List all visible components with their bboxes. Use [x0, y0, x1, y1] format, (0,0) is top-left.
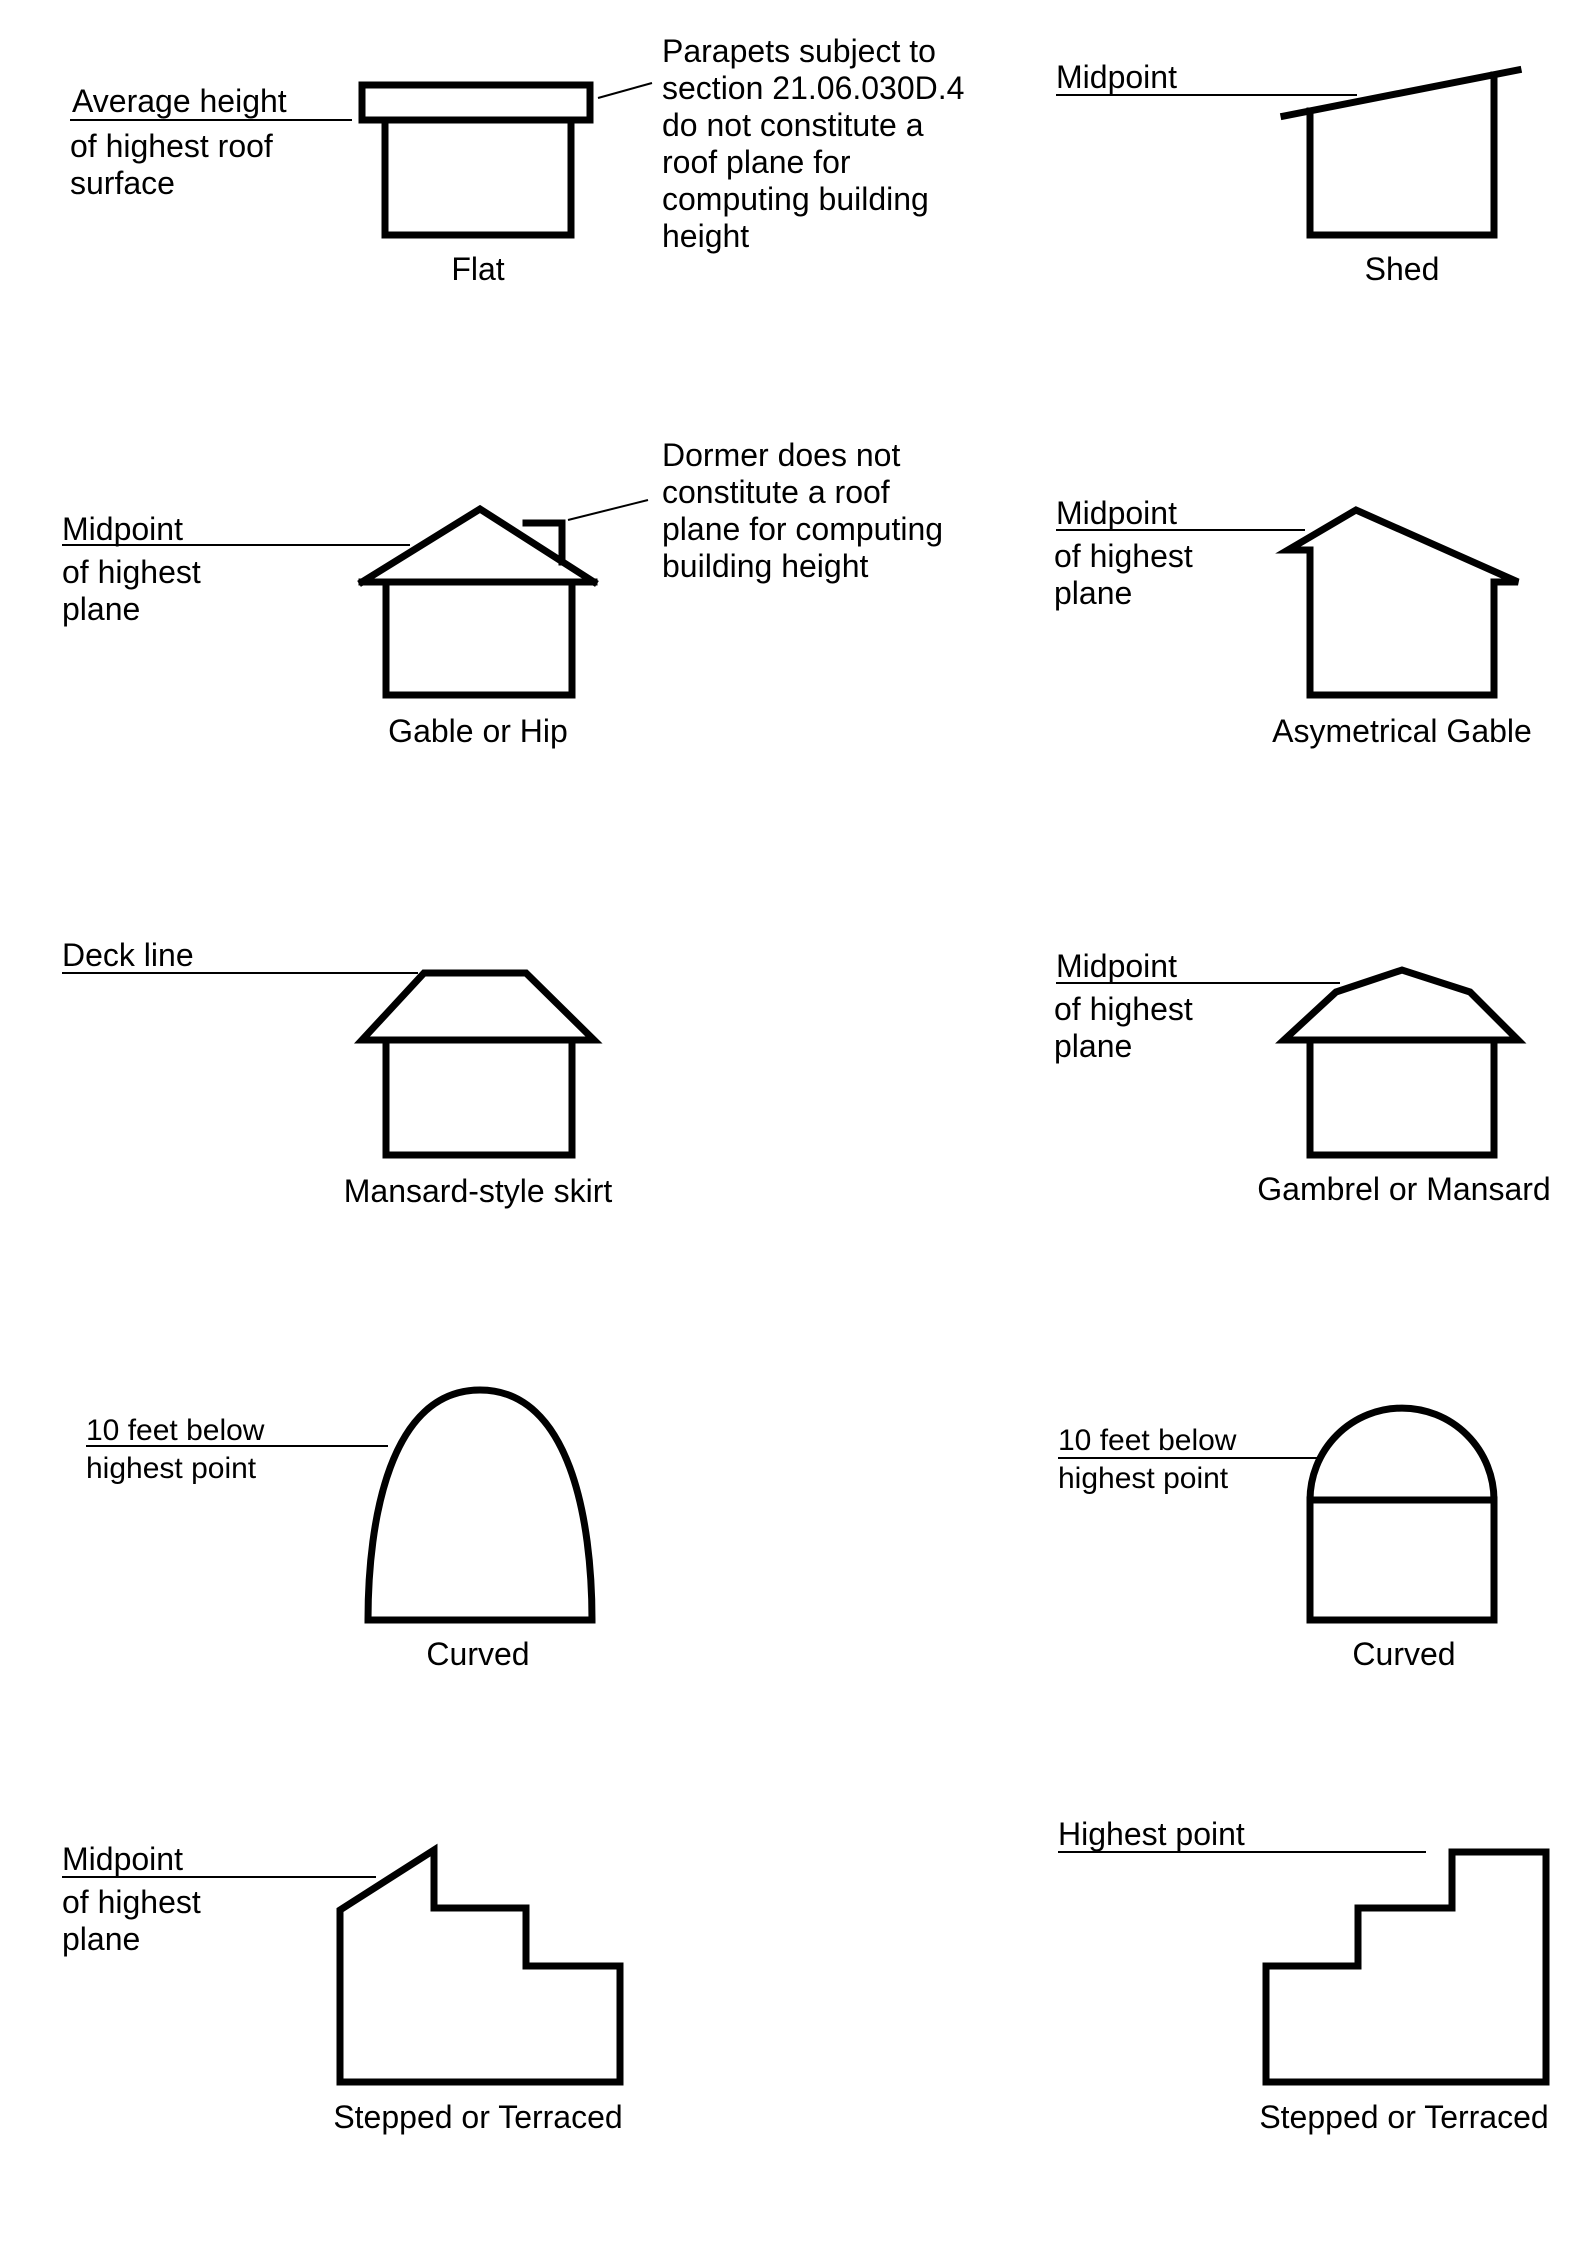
stepped-1-outline: [340, 1850, 620, 2082]
gambrel-roof: [1284, 970, 1518, 1040]
curved-arch-label-line-1: 10 feet below: [86, 1414, 265, 1447]
gambrel-roof-figure: [1054, 948, 1551, 1207]
asym-gable-roof-figure: [1054, 495, 1532, 749]
stepped-1-label-line-3: plane: [62, 1921, 141, 1957]
flat-note-leader: [598, 83, 652, 98]
curved-arch-label-line-2: highest point: [86, 1452, 257, 1485]
shed-caption: Shed: [1364, 251, 1440, 287]
gambrel-label-line-3: plane: [1054, 1028, 1133, 1064]
asym-label-line-1: Midpoint: [1056, 495, 1177, 531]
curved-dome-roof-figure: [1058, 1408, 1494, 1672]
mansard-skirt-building-body: [386, 1040, 572, 1155]
shed-label-line-1: Midpoint: [1056, 59, 1177, 95]
flat-note-line-2: section 21.06.030D.4: [662, 70, 965, 106]
curved-arch-caption: Curved: [426, 1636, 530, 1672]
asym-label-line-2: of highest: [1054, 538, 1193, 574]
stepped-1-label-line-1: Midpoint: [62, 1841, 183, 1877]
gambrel-label-line-1: Midpoint: [1056, 948, 1177, 984]
gable-note-line-1: Dormer does not: [662, 437, 901, 473]
flat-note-line-5: computing building: [662, 181, 929, 217]
flat-label-line-3: surface: [70, 165, 175, 201]
curved-dome-label-line-2: highest point: [1058, 1462, 1229, 1495]
stepped-2-outline: [1266, 1852, 1546, 2082]
gambrel-label-line-2: of highest: [1054, 991, 1193, 1027]
flat-label-line-1: Average height: [72, 83, 287, 119]
mansard-skirt-label-line-1: Deck line: [62, 937, 194, 973]
stepped-2-caption: Stepped or Terraced: [1259, 2099, 1549, 2135]
flat-note-line-1: Parapets subject to: [662, 33, 936, 69]
flat-roof-figure: [70, 33, 964, 287]
stepped-terraced-figure-1: [62, 1841, 623, 2135]
gable-note-line-2: constitute a roof: [662, 474, 890, 510]
mansard-skirt-caption: Mansard-style skirt: [343, 1173, 613, 1209]
flat-label-line-2: of highest roof: [70, 128, 273, 164]
curved-arch-roof-figure: [86, 1390, 592, 1672]
gable-label-line-3: plane: [62, 591, 141, 627]
gable-roof-figure: [62, 437, 943, 749]
stepped-2-label-line-1: Highest point: [1058, 1816, 1245, 1852]
flat-caption: Flat: [451, 251, 505, 287]
asym-caption: Asymetrical Gable: [1272, 713, 1532, 749]
flat-building-body: [385, 120, 571, 235]
asym-label-line-3: plane: [1054, 575, 1133, 611]
gable-note-line-3: plane for computing: [662, 511, 944, 547]
shed-roof-line: [1284, 70, 1518, 116]
curved-dome-outline: [1310, 1408, 1494, 1620]
flat-note-line-6: height: [662, 218, 750, 254]
gable-label-line-1: Midpoint: [62, 511, 183, 547]
gable-note-line-4: building height: [662, 548, 869, 584]
mansard-skirt-roof: [362, 973, 594, 1040]
shed-building-body: [1310, 75, 1494, 235]
curved-dome-caption: Curved: [1352, 1636, 1456, 1672]
stepped-1-caption: Stepped or Terraced: [333, 2099, 623, 2135]
flat-roof-slab: [362, 85, 590, 120]
curved-dome-label-line-1: 10 feet below: [1058, 1424, 1237, 1457]
gambrel-caption: Gambrel or Mansard: [1257, 1171, 1551, 1207]
gable-caption: Gable or Hip: [388, 713, 568, 749]
mansard-skirt-roof-figure: [62, 937, 612, 1209]
flat-note-line-3: do not constitute a: [662, 107, 924, 143]
gable-label-line-2: of highest: [62, 554, 201, 590]
stepped-1-label-line-2: of highest: [62, 1884, 201, 1920]
gable-building-body: [386, 582, 572, 695]
shed-roof-figure: [1056, 59, 1518, 287]
curved-arch-outline: [368, 1390, 592, 1620]
flat-note-line-4: roof plane for: [662, 144, 851, 180]
gable-note-leader: [568, 500, 648, 520]
asym-building-outline: [1288, 510, 1518, 695]
stepped-terraced-figure-2: [1058, 1816, 1549, 2135]
gambrel-building-body: [1310, 1040, 1494, 1155]
